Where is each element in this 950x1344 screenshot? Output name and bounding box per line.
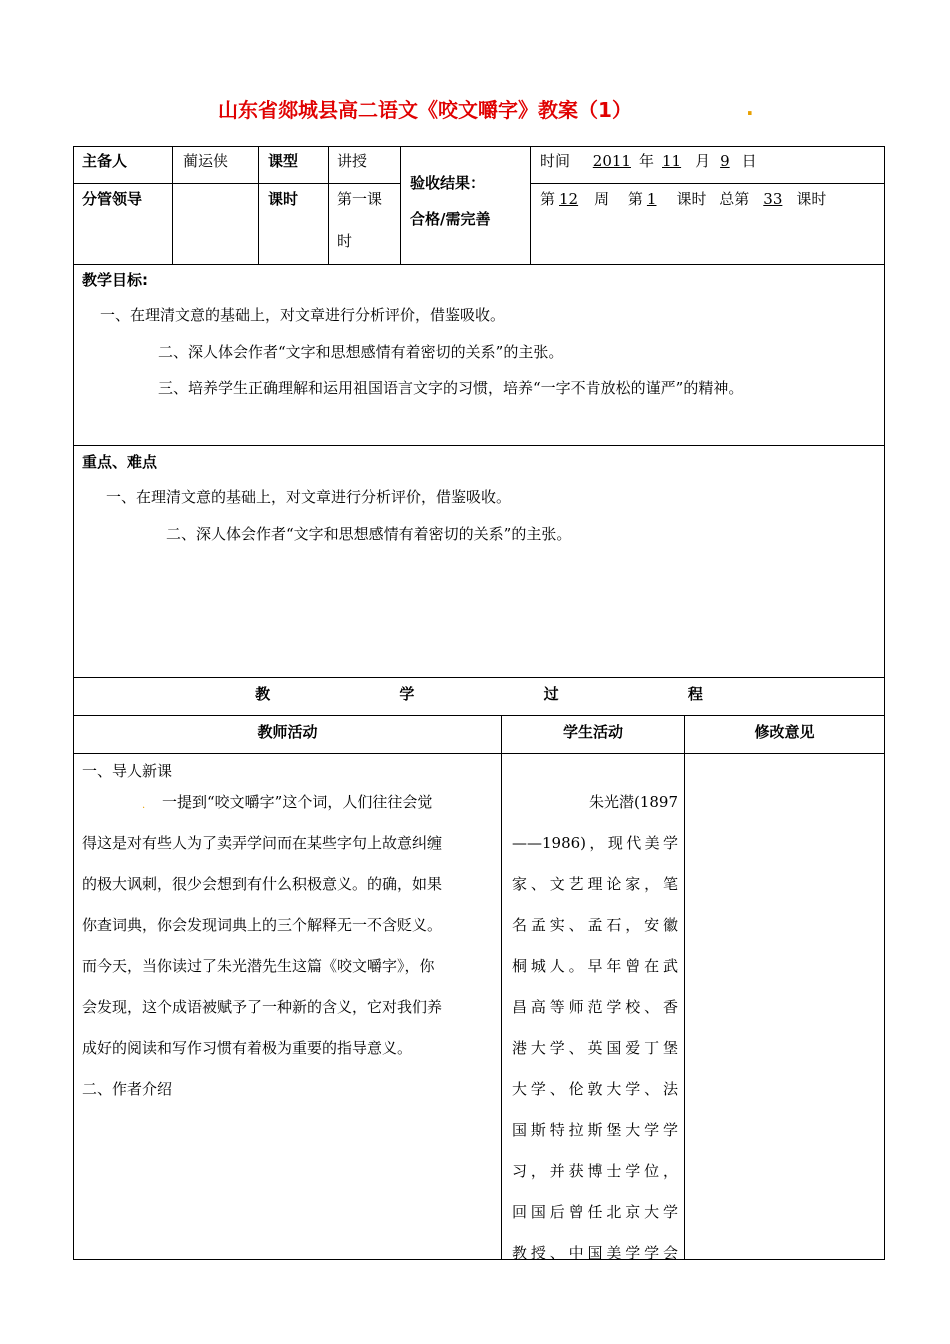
acceptance-label: 验收结果： — [410, 174, 486, 192]
day-suffix: 日 — [741, 152, 757, 170]
preparer-label: 主备人 — [82, 152, 128, 170]
period-value-line1: 第一课 — [337, 190, 383, 208]
student-line: ——1986)，现代美学 — [512, 834, 678, 852]
goals-label: 教学目标: — [82, 271, 148, 289]
date-day: 9 — [720, 152, 730, 170]
teacher-line: 你查词典，你会发现词典上的三个解释无一不含贬义。 — [82, 916, 443, 934]
time-label: 时间 — [540, 152, 571, 170]
lesson-prefix: 第 — [627, 190, 643, 208]
student-activity-header: 学生活动 — [562, 723, 623, 741]
student-line: 昌高等师范学校、香 — [512, 998, 678, 1016]
student-line: 名孟实、孟石，安徽 — [512, 916, 678, 934]
teacher-line: 得这是对有些人为了卖弄学问而在某些字句上故意纠缠 — [82, 834, 443, 852]
teacher-activity-header: 教师活动 — [257, 723, 318, 741]
week-number: 12 — [559, 190, 579, 208]
period-value-line2: 时 — [337, 232, 353, 250]
student-activity-text — [512, 782, 678, 1274]
period-label: 课时 — [268, 190, 299, 208]
year-suffix: 年 — [638, 152, 654, 170]
teacher-line: 的极大讽刺，很少会想到有什么积极意义。的确，如果 — [82, 875, 443, 893]
total-prefix: 总第 — [719, 190, 750, 208]
title-text: 山东省郯城县高二语文《咬文嚼字》教案（1） — [218, 98, 632, 122]
week-prefix: 第 — [540, 190, 556, 208]
teacher-heading-intro: 一、导人新课 — [82, 762, 173, 780]
student-line: 教授、中国美学学会 — [512, 1244, 678, 1262]
total-suffix: 课时 — [796, 190, 827, 208]
student-line: 家、文艺理论家，笔 — [512, 875, 678, 893]
teacher-line: 会发现，这个成语被赋予了一种新的含义，它对我们养 — [82, 998, 443, 1016]
teacher-intro-text — [82, 782, 494, 1069]
teacher-heading-author: 二、作者介绍 — [82, 1080, 173, 1098]
student-line: 习，并获博士学位， — [512, 1162, 678, 1180]
student-line: 朱光潜(1897 — [588, 793, 678, 811]
date-year: 2011 — [592, 152, 631, 170]
teacher-line: 成好的阅读和写作习惯有着极为重要的指导意义。 — [82, 1039, 413, 1057]
schedule-field — [540, 188, 826, 209]
leader-label: 分管领导 — [82, 190, 143, 208]
decorative-dot-icon: . — [746, 96, 754, 120]
process-label: 教 学 过 程 — [255, 685, 765, 703]
student-line: 大学、伦敦大学、法 — [512, 1080, 678, 1098]
lesson-type-value: 讲授 — [337, 152, 368, 170]
student-line: 桐城人。早年曾在武 — [512, 957, 678, 975]
student-line: 港大学、英国爱丁堡 — [512, 1039, 678, 1057]
preparer-name: 蔺运侠 — [183, 152, 229, 170]
month-suffix: 月 — [695, 152, 711, 170]
student-line: 国斯特拉斯堡大学学 — [512, 1121, 678, 1139]
lesson-type-label: 课型 — [268, 152, 299, 170]
decorative-dot-icon: . — [142, 800, 146, 811]
student-line: 回国后曾任北京大学 — [512, 1203, 678, 1221]
goal-item: 三、培养学生正确理解和运用祖国语言文字的习惯，培养“一字不肯放松的谨严”的精神。 — [158, 379, 744, 397]
date-month: 11 — [662, 152, 682, 170]
key-points-label: 重点、难点 — [82, 453, 158, 471]
total-number: 33 — [763, 190, 783, 208]
goal-item: 二、深人体会作者“文字和思想感情有着密切的关系”的主张。 — [158, 343, 564, 361]
date-field — [540, 150, 757, 171]
teacher-line: 一提到“咬文嚼字”这个词，人们往往会觉 — [162, 793, 433, 811]
teacher-line: 而今天，当你读过了朱光潜先生这篇《咬文嚼字》，你 — [82, 957, 435, 975]
document-title — [0, 94, 950, 123]
revision-header: 修改意见 — [754, 723, 815, 741]
key-point-item: 一、在理清文意的基础上，对文章进行分析评价，借鉴吸收。 — [106, 488, 512, 506]
lesson-number: 1 — [646, 190, 657, 208]
week-suffix: 周 — [594, 190, 610, 208]
goal-item: 一、在理清文意的基础上，对文章进行分析评价，借鉴吸收。 — [100, 306, 506, 324]
key-point-item: 二、深人体会作者“文字和思想感情有着密切的关系”的主张。 — [166, 525, 572, 543]
acceptance-value: 合格/需完善 — [410, 210, 491, 228]
lesson-suffix: 课时 — [676, 190, 707, 208]
